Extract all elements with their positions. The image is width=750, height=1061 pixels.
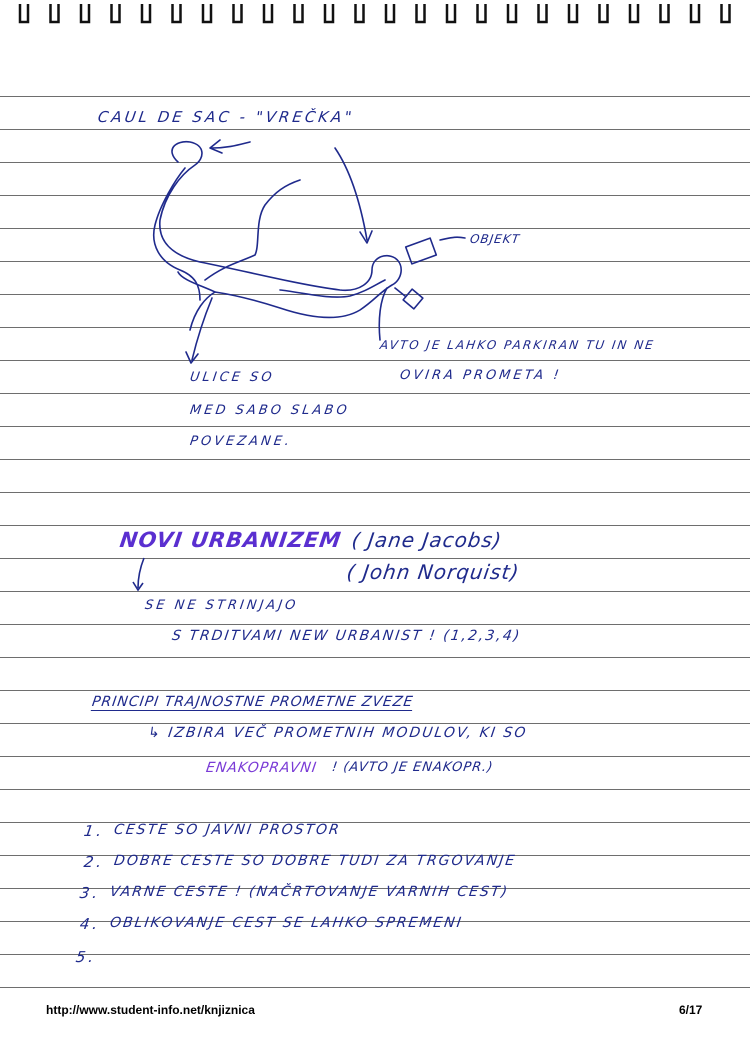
- section-heading: NOVI URBANIZEM: [118, 528, 344, 552]
- culdesac-title: CAUL DE SAC - "VREČKA": [96, 108, 356, 126]
- rule-line: [0, 525, 750, 526]
- list-number: 2.: [82, 853, 106, 871]
- arrow-parking: [379, 288, 387, 340]
- list-text: VARNE CESTE ! (NAČRTOVANJE VARNIH CEST): [108, 884, 510, 900]
- equal-word: ENAKOPRAVNI: [204, 760, 319, 776]
- principles-heading: PRINCIPI TRAJNOSTNE PROMETNE ZVEZE: [90, 694, 415, 710]
- parking-note-line2: OVIRA PROMETA !: [398, 368, 563, 383]
- arrow-to-loop-head: [210, 140, 222, 153]
- list-text: OBLIKOVANJE CEST SE LAHKO SPREMENI: [108, 915, 464, 931]
- car-connector: [395, 288, 405, 296]
- streets-note-line3: POVEZANE.: [188, 434, 294, 449]
- rule-line: [0, 492, 750, 493]
- author-norquist: ( John Norquist): [345, 560, 522, 584]
- principles-line1: ↳ IZBIRA VEČ PROMETNIH MODULOV, KI SO: [146, 725, 529, 741]
- list-number: 3.: [78, 884, 102, 902]
- list-text: DOBRE CESTE SO DOBRE TUDI ZA TRGOVANJE: [112, 853, 518, 869]
- disagree-line1: SE NE STRINJAJO: [143, 598, 300, 613]
- rule-line: [0, 987, 750, 988]
- principles-line2-rest: ! (AVTO JE ENAKOPR.): [330, 760, 495, 775]
- rule-line: [0, 954, 750, 955]
- rule-line: [0, 723, 750, 724]
- author-jacobs: ( Jane Jacobs): [350, 528, 504, 552]
- list-number: 4.: [78, 915, 102, 933]
- disagree-line2: S TRDITVAMI NEW URBANIST ! (1,2,3,4): [170, 628, 523, 644]
- object-label: OBJEKT: [469, 232, 521, 246]
- page-number: 6/17: [679, 1003, 703, 1017]
- list-number: 5.: [74, 948, 98, 966]
- arrow-down-to-turn: [335, 148, 367, 240]
- parked-car-box: [403, 289, 423, 309]
- list-number: 1.: [82, 822, 106, 840]
- arrow-streets: [192, 298, 212, 360]
- parking-note-line1: AVTO JE LAHKO PARKIRAN TU IN NE: [379, 338, 656, 352]
- rule-line: [0, 624, 750, 625]
- road-outline: [160, 142, 401, 330]
- arrow-down-icon: [130, 556, 150, 596]
- streets-note-line2: MED SABO SLABO: [188, 403, 351, 418]
- footer-url: http://www.student-info.net/knjiznica: [46, 1003, 255, 1017]
- road-branch: [205, 180, 300, 280]
- cul-de-sac-sketch: [0, 0, 750, 470]
- list-text: CESTE SO JAVNI PROSTOR: [112, 822, 342, 838]
- arrow-to-loop: [212, 142, 250, 148]
- rule-line: [0, 756, 750, 757]
- rule-line: [0, 558, 750, 559]
- rule-line: [0, 822, 750, 823]
- object-box: [406, 238, 437, 264]
- rule-line: [0, 690, 750, 691]
- rule-line: [0, 789, 750, 790]
- rule-line: [0, 591, 750, 592]
- rule-line: [0, 657, 750, 658]
- streets-note-line1: ULICE SO: [188, 370, 276, 385]
- arrow-object: [440, 237, 465, 240]
